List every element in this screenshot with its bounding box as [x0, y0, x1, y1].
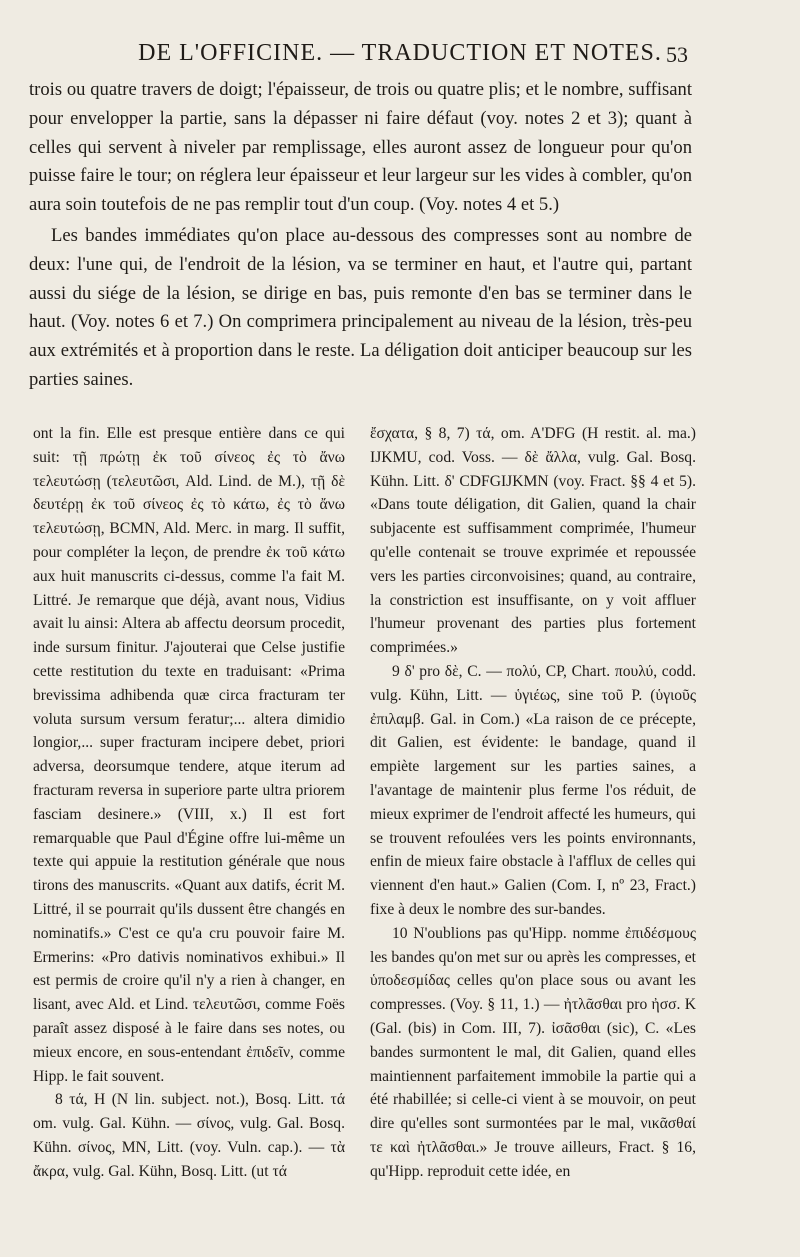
main-text — [29, 76, 692, 395]
main-paragraph-1: trois ou quatre travers de doigt; l'épaisseur, de trois ou quatre plis; et le nombre, suffisant pour envelopper la partie, sans la dépasser ni faire défaut (voy. notes 2 et 3); quant à celles qui servent à niveler par remplissage, elles auront assez de longueur pour qu'on puisse faire le tour; on réglera leur épaisseur et leur largeur sur les vides à combler, qu'on aura soin toutefois de ne pas remplir tout d'un coup. (Voy. notes 4 et 5.) — [29, 79, 692, 216]
note-10: 10 N'oublions pas qu'Hipp. nomme ἐπιδέσμους les bandes qu'on met sur ou après les compresses, et ὑποδεσμίδας celles qu'on place sous ou avant les compresses. (Voy. § 11, 1.) — ἠτλᾶσθαι pro ἠσσ. K (Gal. (bis) in Com. III, 7). ἰσᾶσθαι (sic), C. «Les bandes surmontent le mal, dit Galien, quand elles maintiennent parfaitement immobile la partie qui a été rhabillée; si celle-ci vient à se mouvoir, on peut dire qu'elles sont surmontées par le mal, νικᾶσθαί τε καὶ ἠτλᾶσθαι.» Je trouve ailleurs, Fract. § 16, qu'Hipp. reproduit cette idée, en — [370, 924, 696, 1180]
notes-left-column — [33, 422, 345, 1184]
page-number: 53 — [666, 42, 688, 67]
note-8-continuation: ἔσχατα, § 8, 7) τά, om. A'DFG (H restit. al. ma.) IJKMU, cod. Voss. — δὲ ἄλλα, vulg. Gal. Bosq. Kühn. Litt. δ' CDFGIJKMN (voy. Fract. §§ 4 et 5). «Dans toute déligation, dit Galien, quand la chair subjacente est suffisamment comprimée, l'humeur qu'elle contenait se trouve exprimée et repoussée vers les parties circonvoisines; quand, au contraire, la constriction est insuffisante, on y voit affluer l'humeur provenant des parties plus fortement comprimées.» — [370, 425, 696, 657]
main-paragraph-2: Les bandes immédiates qu'on place au-dessous des compresses sont au nombre de deux: l'une qui, de l'endroit de la lésion, va se terminer en haut, et l'autre qui, partant aussi du siége de la lésion, se dirige en bas, puis remonte d'en bas se terminer dans le haut. (Voy. notes 6 et 7.) On comprimera principalement au niveau de la lésion, très-peu aux extrémités et à proportion dans le reste. La déligation doit anticiper beaucoup sur les parties saines. — [29, 224, 692, 390]
page-header — [0, 40, 800, 74]
note-continuation: ont la fin. Elle est presque entière dans ce qui suit: τῇ πρώτῃ ἐκ τοῦ σίνεος ἐς τὸ ἄνω τελευτώσῃ (τελευτῶσι, Ald. Lind. de M.), τῇ δὲ δευτέρῃ ἐκ τοῦ σίνεος ἐς τὸ κάτω, ἐς τὸ ἄνω τελευτώσῃ, BCMN, Ald. Merc. in marg. Il suffit, pour compléter la leçon, de prendre ἐκ τοῦ κάτω aux huit manuscrits ci-dessus, comme l'a fait M. Littré. Je remarque que déjà, avant nous, Vidius avait lu ainsi: Altera ab affectu deorsum procedit, inde sursum finitur. J'ajouterai que Celse justifie cette restitution du texte en traduisant: «Prima brevissima adhibenda quæ circa fracturam ter voluta sursum versum feratur;... altera dimidio longior,... super fracturam incipere debet, priori adversa, deorsumque tendere, atque iterum ad fracturam reversa in superiore parte ultra priorem fasciam desinere.» (VIII, x.) Il est fort remarquable que Paul d'Égine offre lui-même un texte qui appuie la restitution générale que nous tirons des manuscrits. «Quant aux datifs, écrit M. Littré, il se pourrait qu'ils dussent être changés en nominatifs.» C'est ce qu'a cru pouvoir faire M. Ermerins: «Pro dativis nominativos exhibui.» Il est permis de croire qu'il n'y a rien à changer, en lisant, avec Ald. et Lind. τελευτῶσι, comme Foës paraît assez disposé à le faire dans ses notes, ou mieux encore, en sous-entendant ἐπιδεῖν, comme Hipp. le fait souvent. — [33, 425, 345, 1085]
note-8: 8 τά, H (N lin. subject. not.), Bosq. Litt. τά om. vulg. Gal. Kühn. — σίνος, vulg. Gal. Bosq. Kühn. σίνος, MN, Litt. (voy. Vuln. cap.). — τὰ ἄκρα, vulg. Gal. Kühn, Bosq. Litt. (ut τά — [33, 1091, 345, 1180]
running-title: DE L'OFFICINE. — TRADUCTION ET NOTES. — [138, 40, 662, 66]
notes-right-column — [370, 422, 696, 1184]
note-9: 9 δ' pro δὲ, C. — πολύ, CP, Chart. πουλύ, codd. vulg. Kühn, Litt. — ὑγιέως, sine τοῦ P. (ὑγιοῦς ἐπιλαμβ. Gal. in Com.) «La raison de ce précepte, dit Galien, est évidente: le bandage, quand il empiète largement sur les parties saines, a l'avantage de maintenir plus ferme l'os réduit, de mieux exprimer de l'endroit affecté les humeurs, qui se trouvent refoulées vers les points environnants, enfin de mieux faire obstacle à l'afflux de celles qui viennent d'en haut.» Galien (Com. I, nº 23, Fract.) fixe à deux le nombre des sur-bandes. — [370, 662, 696, 918]
